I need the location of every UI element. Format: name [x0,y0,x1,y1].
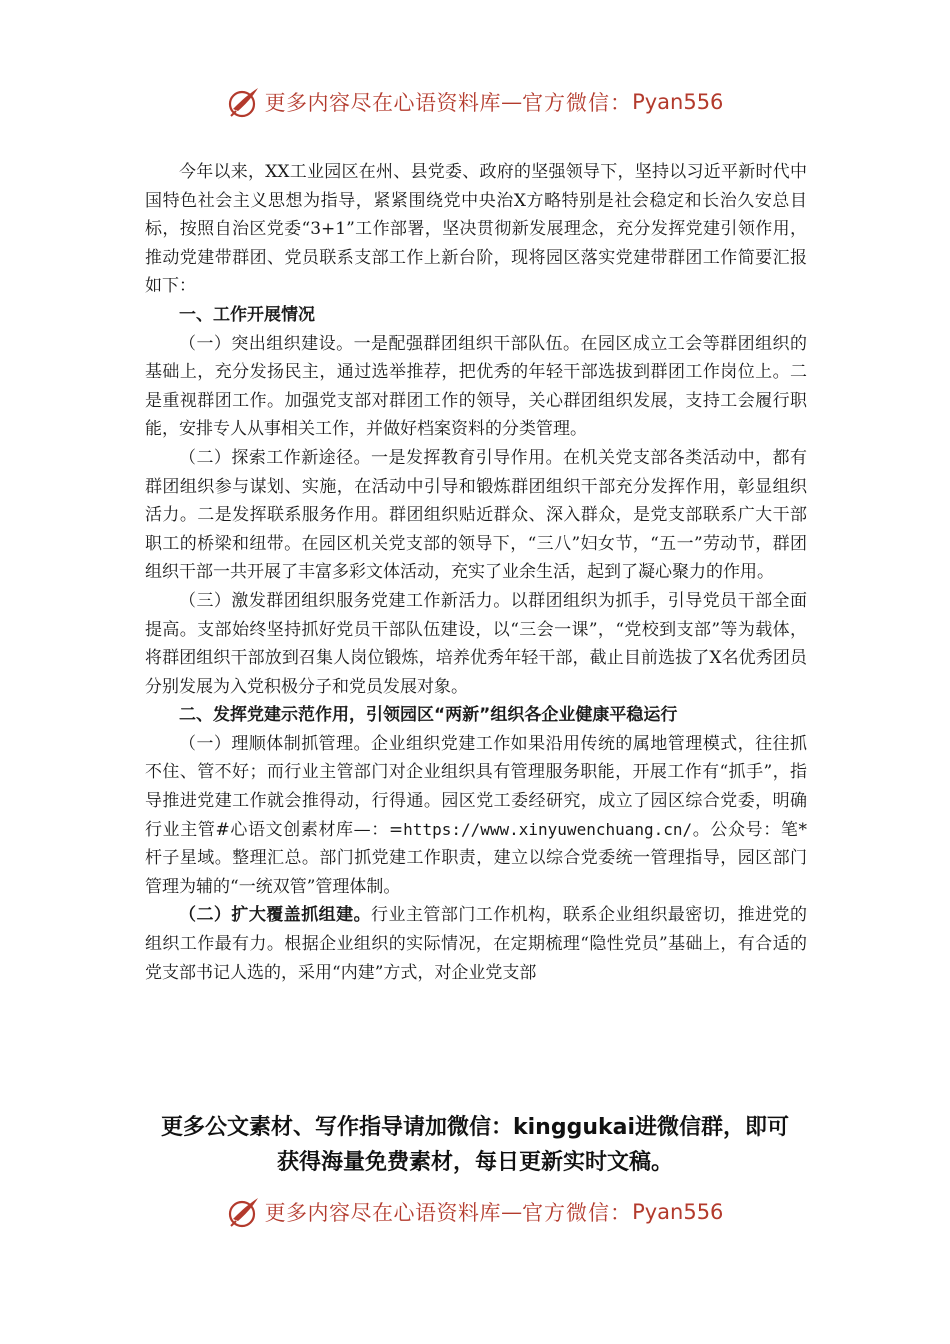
section-heading-2: 二、发挥党建示范作用，引领园区“两新”组织各企业健康平稳运行 [179,705,678,726]
quill-logo-icon [227,85,261,119]
quill-logo-icon [227,1195,261,1229]
document-body [145,158,807,987]
website-link[interactable]: https://www.xinyuwenchuang.cn/ [403,819,693,839]
banner-dash: — [501,90,523,114]
banner-wechat-handle: Pyan556 [632,90,724,114]
subsection-5-text: 行业主管部门工作机构，联系企业组织最密切，推进党的组织工作最有力。根据企业组织的实际情况，在定期梳理“隐性党员”基础上，有合适的党支部书记人选的，采用“内建”方式，对企业党支部 [145,905,808,983]
promo-notice [0,1110,950,1180]
intro-paragraph: 今年以来，XX工业园区在州、县党委、政府的坚强领导下，坚持以习近平新时代中国特色社会主义思想为指导，紧紧围绕党中央治X方略特别是社会稳定和长治久安总目标，按照自治区党委“3+1”工作部署，坚决贯彻新发展理念，充分发挥党建引领作用，推动党建带群团、党员联系支部工作上新台阶，现将园区落实党建带群团工作简要汇报如下： [145,162,807,297]
banner-official-label: 官方微信： [522,91,633,115]
banner-wechat-handle: Pyan556 [632,1200,724,1224]
banner-official-label: 官方微信： [522,1201,633,1225]
banner-brand-text: 更多内容尽在心语资料库 [264,1201,502,1225]
subsection-4-text-b: 。公众号：笔*杆子星域。整理汇总。部门抓党建工作职责，建立以综合党委统一管理指导，园区部门管理为辅的“一统双管”管理体制。 [145,819,807,897]
subsection-3-paragraph: （三）激发群团组织服务党建工作新活力。以群团组织为抓手，引导党员干部全面提高。支部始终坚持抓好党员干部队伍建设，以“三会一课”，“党校到支部”等为载体，将群团组织干部放到召集人岗位锻炼，培养优秀年轻干部，截止目前选拔了X名优秀团员分别发展为入党积极分子和党员发展对象。 [145,590,807,697]
subsection-1-paragraph: （一）突出组织建设。一是配强群团组织干部队伍。在园区成立工会等群团组织的基础上，充分发扬民主，通过选举推荐，把优秀的年轻干部选拔到群团工作岗位上。二是重视群团工作。加强党支部对群团工作的领导，关心群团组织发展，支持工会履行职能，安排专人从事相关工作，并做好档案资料的分类管理。 [145,333,807,440]
promo-line-1: 更多公文素材、写作指导请加微信：kinggukai进微信群，即可 [160,1115,789,1140]
section-heading-1: 一、工作开展情况 [179,304,315,325]
banner-brand-text: 更多内容尽在心语资料库 [264,91,502,115]
promo-line-2: 获得海量免费素材，每日更新实时文稿。 [276,1150,673,1175]
subsection-5-lead: （二）扩大覆盖抓组建。 [179,905,372,926]
subsection-4-paragraph [145,730,807,902]
subsection-4-text-a: （一）理顺体制抓管理。企业组织党建工作如果沿用传统的属地管理模式，往往抓不住、管不好；而行业主管部门对企业组织具有管理服务职能，开展工作有“抓手”，指导推进党建工作就会推得动，行得通。园区党工委经研究，成立了园区综合党委，明确行业主管#心语文创素材库—：= [145,733,807,840]
subsection-5-paragraph [145,901,807,987]
header-banner [0,82,950,122]
subsection-2-paragraph: （二）探索工作新途径。一是发挥教育引导作用。在机关党支部各类活动中，都有群团组织参与谋划、实施，在活动中引导和锻炼群团组织干部充分发挥作用，彰显组织活力。二是发挥联系服务作用。群团组织贴近群众、深入群众，是党支部联系广大干部职工的桥梁和纽带。在园区机关党支部的领导下，“三八”妇女节，“五一”劳动节，群团组织干部一共开展了丰富多彩文体活动，充实了业余生活，起到了凝心聚力的作用。 [145,447,807,583]
banner-dash: — [501,1200,523,1224]
footer-banner [0,1192,950,1232]
